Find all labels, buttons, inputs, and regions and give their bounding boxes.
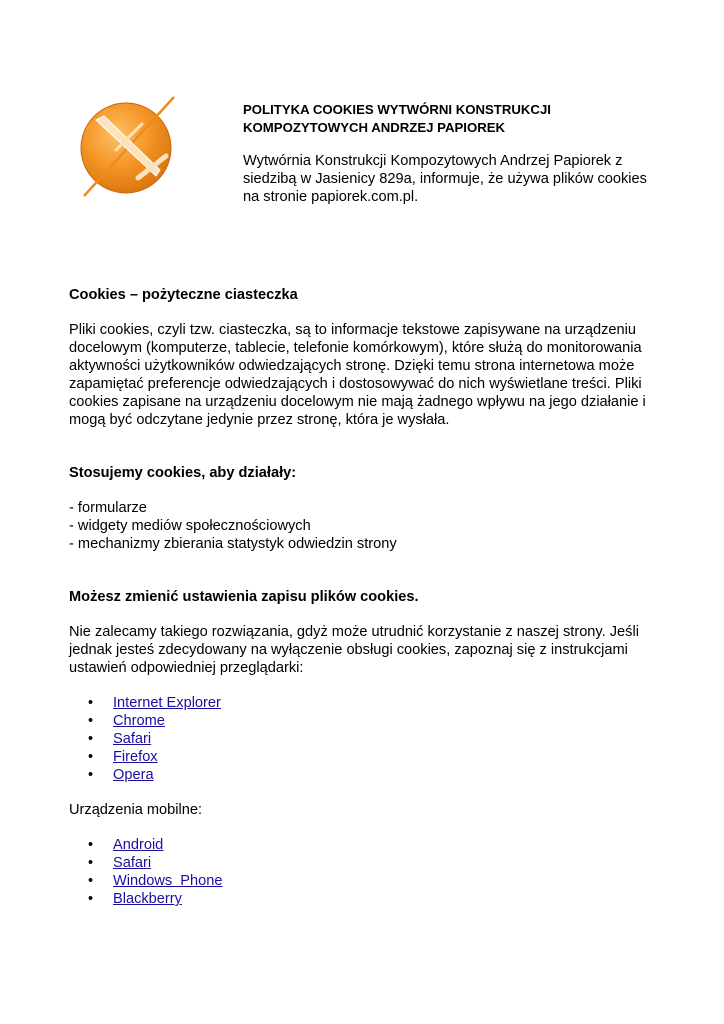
bullet-icon: • [88, 837, 94, 853]
list-item [88, 712, 659, 730]
aircraft-logo-icon [76, 94, 182, 200]
paragraph-line: Pliki cookies, czyli tzw. ciasteczka, są to informacje tekstowe zapisywane na urządzeniu [69, 322, 636, 338]
usage-list [69, 499, 659, 553]
list-item [88, 730, 659, 748]
bullet-icon: • [88, 749, 94, 765]
paragraph-line: zapamiętać preferencje odwiedzających i dostosowywać do nich wyświetlane treści. Pliki [69, 376, 642, 392]
bullet-icon: • [88, 873, 94, 889]
bullet-icon: • [88, 695, 94, 711]
link-safari-mobile[interactable]: Safari [113, 855, 152, 871]
browser-links-list [69, 694, 659, 784]
paragraph-line: docelowym (komputerze, tablecie, telefonie komórkowym), które służą do monitorowania [69, 340, 642, 356]
paragraph-line: ustawień odpowiedniej przeglądarki: [69, 660, 304, 676]
paragraph-line: cookies zapisane na urządzeniu docelowym nie mają żadnego wpływu na jego działanie i [69, 394, 646, 410]
link-chrome[interactable]: Chrome [113, 713, 165, 729]
list-item: - mechanizmy zbierania statystyk odwiedzin strony [69, 536, 397, 552]
list-item [88, 836, 659, 854]
list-item [88, 890, 659, 908]
link-windows-phone[interactable]: Windows Phone [113, 873, 223, 889]
link-firefox[interactable]: Firefox [113, 749, 158, 765]
link-opera[interactable]: Opera [113, 767, 154, 783]
bullet-icon: • [88, 713, 94, 729]
settings-paragraph [69, 623, 659, 677]
list-item [88, 694, 659, 712]
list-item [88, 872, 659, 890]
paragraph-line: mogą być odczytane jedynie przez stronę, która je wysłała. [69, 412, 450, 428]
link-safari[interactable]: Safari [113, 731, 152, 747]
bullet-icon: • [88, 855, 94, 871]
intro-line-3: na stronie papiorek.com.pl. [243, 189, 419, 205]
paragraph-line: jednak jesteś zdecydowany na wyłączenie obsługi cookies, zapoznaj się z instrukcjami [69, 642, 628, 658]
title-line-2: KOMPOZYTOWYCH ANDRZEJ PAPIOREK [243, 120, 506, 135]
link-blackberry[interactable]: Blackberry [113, 891, 182, 907]
bullet-icon: • [88, 731, 94, 747]
list-item: - widgety mediów społecznościowych [69, 518, 311, 534]
section-heading-cookies: Cookies – pożyteczne ciasteczka [69, 287, 298, 303]
document-body [69, 286, 659, 908]
document-title [243, 101, 663, 137]
paragraph-line: aktywności użytkowników odwiedzających stronę. Dzięki temu strona internetowa może [69, 358, 635, 374]
link-internet-explorer[interactable]: Internet Explorer [113, 695, 221, 711]
list-item [88, 748, 659, 766]
bullet-icon: • [88, 891, 94, 907]
paragraph-line: Nie zalecamy takiego rozwiązania, gdyż może utrudnić korzystanie z naszej strony. Jeśli [69, 624, 639, 640]
title-line-1: POLITYKA COOKIES WYTWÓRNI KONSTRUKCJI [243, 102, 551, 117]
bullet-icon: • [88, 767, 94, 783]
link-android[interactable]: Android [113, 837, 164, 853]
intro-line-2: siedzibą w Jasienicy 829a, informuje, że używa plików cookies [243, 171, 647, 187]
list-item [88, 766, 659, 784]
section-heading-usage: Stosujemy cookies, aby działały: [69, 465, 297, 481]
cookies-paragraph [69, 321, 659, 429]
intro-paragraph [243, 152, 663, 206]
list-item [88, 854, 659, 872]
intro-line-1: Wytwórnia Konstrukcji Kompozytowych Andrzej Papiorek z [243, 153, 623, 169]
section-heading-settings: Możesz zmienić ustawienia zapisu plików cookies. [69, 589, 419, 605]
mobile-links-list [69, 836, 659, 908]
mobile-devices-label: Urządzenia mobilne: [69, 802, 203, 818]
list-item: - formularze [69, 500, 147, 516]
company-logo [76, 94, 182, 200]
document-header [243, 101, 663, 206]
